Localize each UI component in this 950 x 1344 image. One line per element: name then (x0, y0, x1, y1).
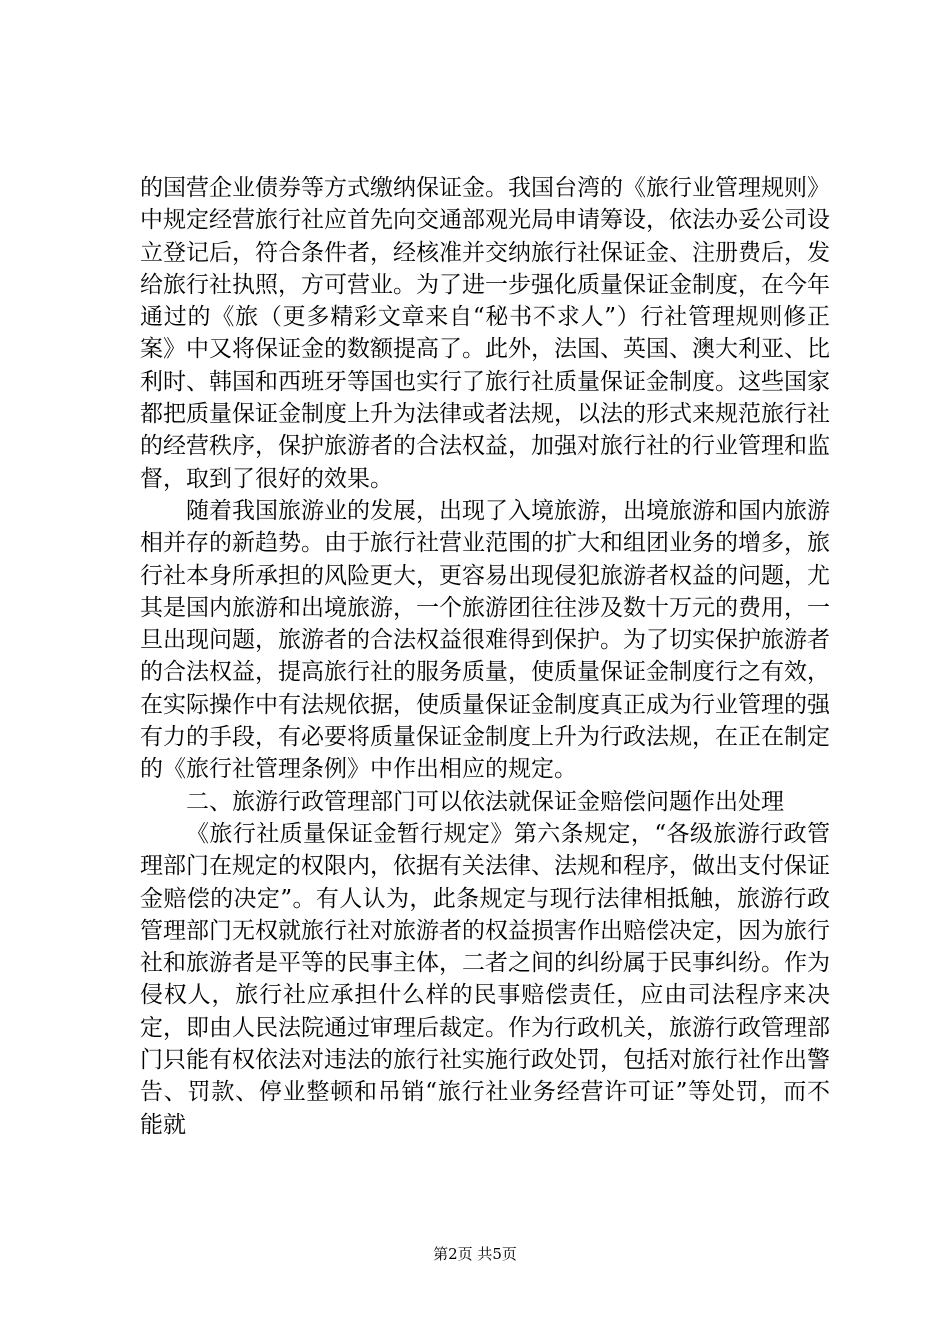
page-number-footer: 第2页 共5页 (433, 1245, 517, 1263)
document-body (140, 172, 830, 1141)
section-heading: 二、旅游行政管理部门可以依法就保证金赔偿问题作出处理 (186, 788, 784, 815)
paragraph-continuation: 的国营企业债券等方式缴纳保证金。我国台湾的《旅行业管理规则》中规定经营旅行社应首先向交通部观光局申请筹设，依法办妥公司设立登记后，符合条件者，经核准并交纳旅行社保证金、注册费后，发给旅行社执照，方可营业。为了进一步强化质量保证金制度，在今年通过的《旅（更多精彩文章来自“秘书不求人”）行社管理规则修正案》中又将保证金的数额提高了。此外，法国、英国、澳大利亚、比利时、韩国和西班牙等国也实行了旅行社质量保证金制度。这些国家都把质量保证金制度上升为法律或者法规，以法的形式来规范旅行社的经营秩序，保护旅游者的合法权益，加强对旅行社的行业管理和监督，取到了很好的效果。 (140, 175, 830, 492)
paragraph-regulation: 《旅行社质量保证金暂行规定》第六条规定，“各级旅游行政管理部门在规定的权限内，依据有关法律、法规和程序，做出支付保证金赔偿的决定”。有人认为，此条规定与现行法律相抵触，旅游行政管理部门无权就旅行社对旅游者的权益损害作出赔偿决定，因为旅行社和旅游者是平等的民事主体，二者之间的纠纷属于民事纠纷。作为侵权人，旅行社应承担什么样的民事赔偿责任，应由司法程序来决定，即由人民法院通过审理后裁定。作为行政机关，旅游行政管理部门只能有权依法对违法的旅行社实施行政处罚，包括对旅行社作出警告、罚款、停业整顿和吊销“旅行社业务经营许可证”等处罚，而不能就 (140, 820, 830, 1138)
paragraph-tourism-development: 随着我国旅游业的发展，出现了入境旅游，出境旅游和国内旅游相并存的新趋势。由于旅行社营业范围的扩大和组团业务的增多，旅行社本身所承担的风险更大，更容易出现侵犯旅游者权益的问题，尤其是国内旅游和出境旅游，一个旅游团往往涉及数十万元的费用，一旦出现问题，旅游者的合法权益很难得到保护。为了切实保护旅游者的合法权益，提高旅行社的服务质量，使质量保证金制度行之有效，在实际操作中有法规依据，使质量保证金制度真正成为行业管理的强有力的手段，有必要将质量保证金制度上升为行政法规，在正在制定的《旅行社管理条例》中作出相应的规定。 (140, 497, 830, 783)
